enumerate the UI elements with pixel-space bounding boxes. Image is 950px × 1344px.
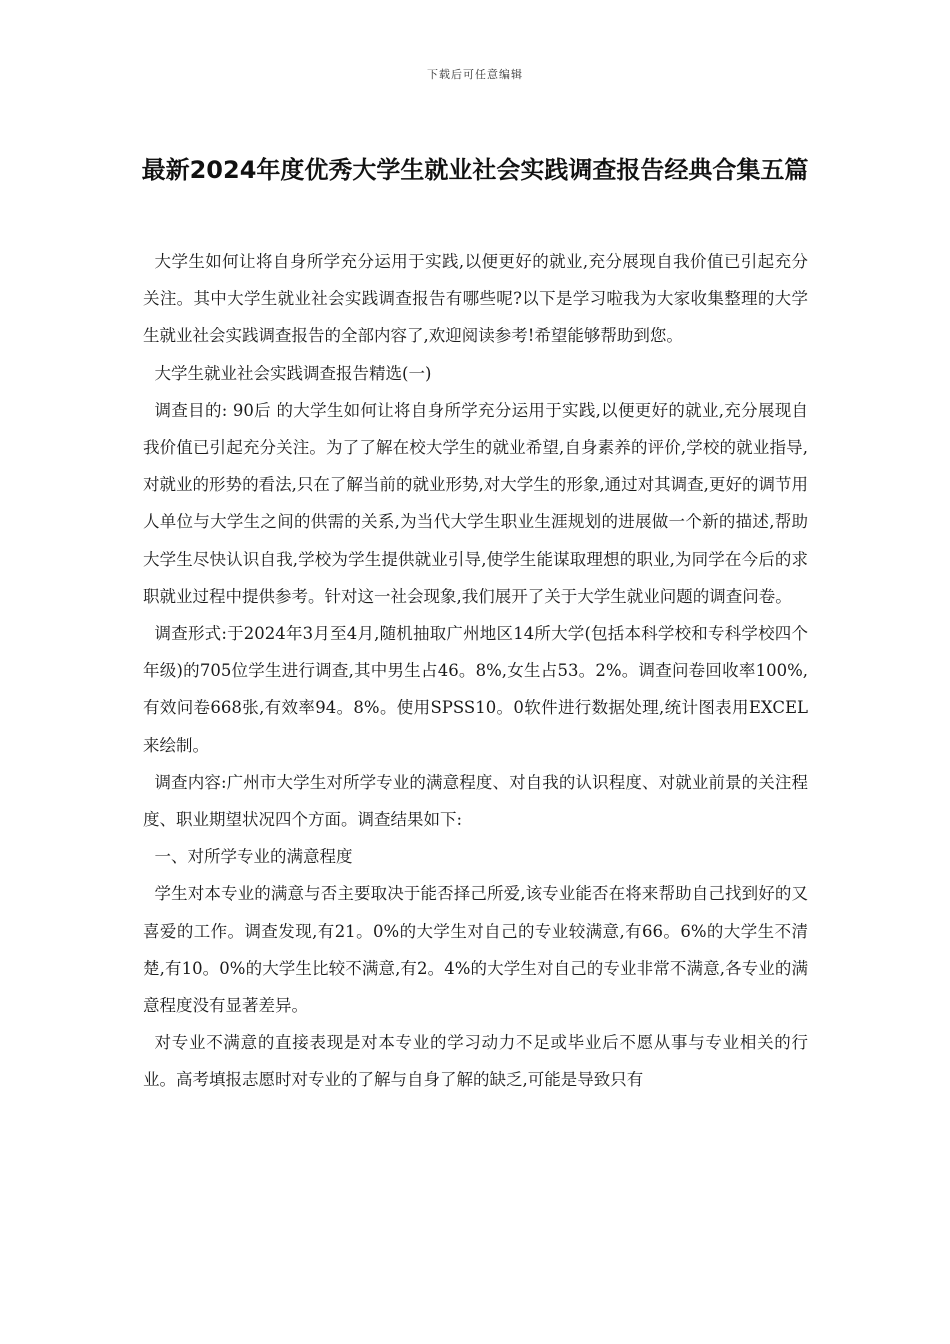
paragraph-dissatisfaction: 对专业不满意的直接表现是对本专业的学习动力不足或毕业后不愿从事与专业相关的行业。高考填报志愿时对专业的了解与自身了解的缺乏,可能是导致只有 — [143, 1033, 808, 1090]
page-header-note: 下载后可任意编辑 — [427, 68, 523, 81]
document-title: 最新2024年度优秀大学生就业社会实践调查报告经典合集五篇 — [141, 156, 809, 184]
paragraph-content: 调查内容:广州市大学生对所学专业的满意程度、对自我的认识程度、对就业前景的关注程度、职业期望状况四个方面。调查结果如下: — [143, 772, 808, 830]
subsection-heading: 一、对所学专业的满意程度 — [154, 847, 353, 867]
paragraph-intro: 大学生如何让将自身所学充分运用于实践,以便更好的就业,充分展现自我价值已引起充分关注。其中大学生就业社会实践调查报告有哪些呢?以下是学习啦我为大家收集整理的大学生就业社会实践调查报告的全部内容了,欢迎阅读参考!希望能够帮助到您。 — [143, 252, 808, 346]
document-body — [143, 243, 808, 1099]
paragraph-purpose: 调查目的: 90后 的大学生如何让将自身所学充分运用于实践,以便更好的就业,充分展现自我价值已引起充分关注。为了了解在校大学生的就业希望,自身素养的评价,学校的就业指导,对就业的形势的看法,只在了解当前的就业形势,对大学生的形象,通过对其调查,更好的调节用人单位与大学生之间的供需的关系,为当代大学生职业生涯规划的进展做一个新的描述,帮助大学生尽快认识自我,学校为学生提供就业引导,使学生能谋取理想的职业,为同学在今后的求职就业过程中提供参考。针对这一社会现象,我们展开了关于大学生就业问题的调查问卷。 — [143, 400, 808, 606]
paragraph-satisfaction: 学生对本专业的满意与否主要取决于能否择己所爱,该专业能否在将来帮助自己找到好的又喜爱的工作。调查发现,有21。0%的大学生对自己的专业较满意,有66。6%的大学生不清楚,有10。0%的大学生比较不满意,有2。4%的大学生对自己的专业非常不满意,各专业的满意程度没有显著差异。 — [143, 884, 808, 1016]
paragraph-form: 调查形式:于2024年3月至4月,随机抽取广州地区14所大学(包括本科学校和专科学校四个年级)的705位学生进行调查,其中男生占46。8%,女生占53。2%。调查问卷回收率100%,有效问卷668张,有效率94。8%。使用SPSS10。0软件进行数据处理,统计图表用EXCEL来绘制。 — [143, 624, 808, 755]
section-heading: 大学生就业社会实践调查报告精选(一) — [154, 363, 432, 383]
